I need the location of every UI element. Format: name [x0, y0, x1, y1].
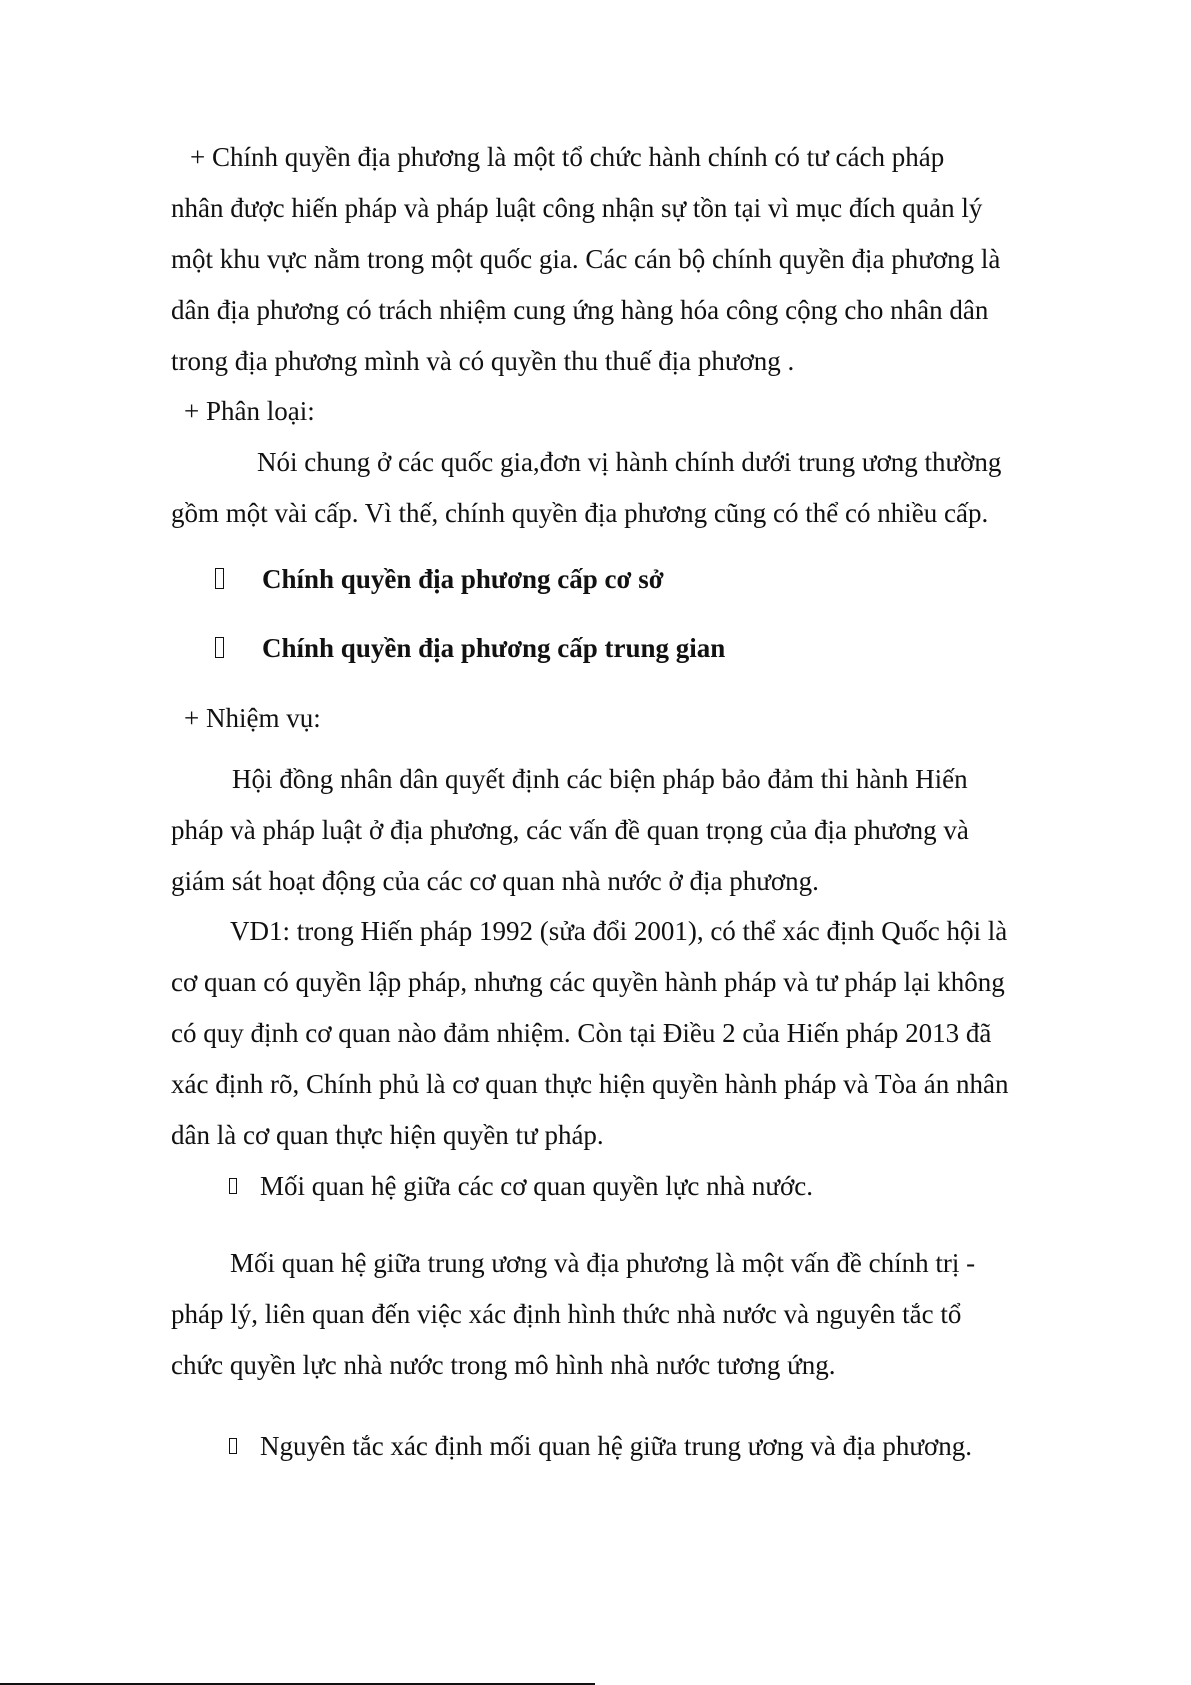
- duties-line-2: pháp và pháp luật ở địa phương, các vấn đề quan trọng của địa phương và: [171, 815, 969, 845]
- example-line-2: cơ quan có quyền lập pháp, nhưng các quyền hành pháp và tư pháp lại không: [171, 967, 1005, 997]
- classification-heading: + Phân loại:: [184, 396, 315, 426]
- duties-heading: + Nhiệm vụ:: [184, 703, 321, 733]
- intro-line-3: một khu vực nằm trong một quốc gia. Các cán bộ chính quyền địa phương là: [171, 244, 1001, 274]
- principle-heading: Nguyên tắc xác định mối quan hệ giữa trung ương và địa phương.: [260, 1431, 973, 1461]
- duties-line-3: giám sát hoạt động của các cơ quan nhà nước ở địa phương.: [171, 866, 819, 896]
- bullet-icon: [215, 568, 224, 589]
- relations-line-1: Mối quan hệ giữa trung ương và địa phương là một vấn đề chính trị -: [230, 1248, 976, 1278]
- duties-line-1: Hội đồng nhân dân quyết định các biện pháp bảo đảm thi hành Hiến: [232, 764, 968, 794]
- classification-line-2: gồm một vài cấp. Vì thế, chính quyền địa phương cũng có thể có nhiều cấp.: [171, 498, 989, 528]
- relations-line-3: chức quyền lực nhà nước trong mô hình nhà nước tương ứng.: [171, 1350, 836, 1380]
- example-line-5: dân là cơ quan thực hiện quyền tư pháp.: [171, 1120, 604, 1150]
- bullet-icon: [229, 1178, 237, 1194]
- bullet-icon: [229, 1438, 237, 1454]
- classification-item-1: Chính quyền địa phương cấp cơ sở: [262, 564, 664, 594]
- intro-line-2: nhân được hiến pháp và pháp luật công nhận sự tồn tại vì mục đích quản lý: [171, 193, 983, 223]
- relations-heading: Mối quan hệ giữa các cơ quan quyền lực nhà nước.: [260, 1171, 814, 1201]
- bullet-icon: [215, 637, 224, 658]
- classification-item-2: Chính quyền địa phương cấp trung gian: [262, 633, 726, 663]
- relations-line-2: pháp lý, liên quan đến việc xác định hình thức nhà nước và nguyên tắc tổ: [171, 1299, 962, 1329]
- intro-line-1: + Chính quyền địa phương là một tổ chức hành chính có tư cách pháp: [190, 142, 945, 172]
- example-line-4: xác định rõ, Chính phủ là cơ quan thực hiện quyền hành pháp và Tòa án nhân: [171, 1069, 1009, 1099]
- example-line-1: VD1: trong Hiến pháp 1992 (sửa đổi 2001), có thể xác định Quốc hội là: [230, 916, 1008, 946]
- intro-line-4: dân địa phương có trách nhiệm cung ứng hàng hóa công cộng cho nhân dân: [171, 295, 989, 325]
- classification-line-1: Nói chung ở các quốc gia,đơn vị hành chính dưới trung ương thường: [257, 447, 1002, 477]
- intro-line-5: trong địa phương mình và có quyền thu thuế địa phương .: [171, 346, 795, 376]
- example-line-3: có quy định cơ quan nào đảm nhiệm. Còn tại Điều 2 của Hiến pháp 2013 đã: [171, 1018, 992, 1048]
